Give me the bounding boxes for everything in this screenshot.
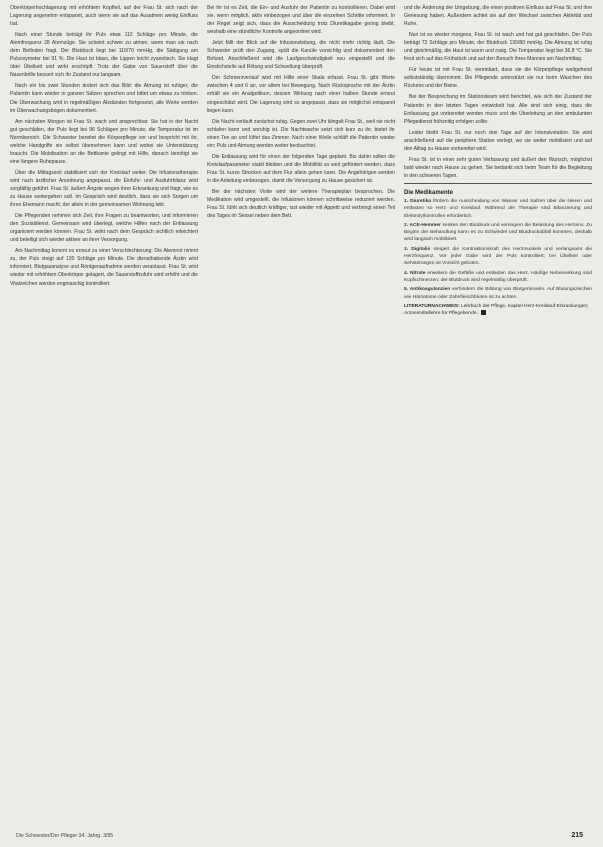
medication-item (404, 246, 592, 268)
medication-text: erweitern die Gefäße und entlasten das Herz. Häufige Nebenwirkung sind Kopfschmerzen; der Blutdruck wird regelmäßig überprüft. (404, 270, 592, 283)
medication-term: 1. Diuretika (404, 198, 432, 204)
divider (404, 183, 592, 184)
medication-item (404, 286, 592, 301)
medication-item (404, 222, 592, 244)
sidebar-title: Die Medikamente (404, 189, 454, 196)
medication-item (404, 270, 592, 285)
paragraph: Bei der Besprechung im Stationsteam wird berichtet, wie sich der Zustand der Patientin in den letzten Tagen entwickelt hat. Alle sind sich einig, dass die Entlassung gut vorbereitet werden muss und die Überleitung an den ambulanten Pflegedienst frühzeitig erfolgen sollte. (404, 94, 592, 125)
page-footer (16, 832, 583, 839)
paragraph: Bei ihr ist es Zeit, die Ein- und Ausfuhr der Patientin zu kontrollieren. Dabei wird sie, wenn möglich, aktiv einbezogen und über die einzelnen Schritte informiert. In der Regel zeigt sich, dass die Ausscheidung trotz Diuretikagabe gering bleibt, weshalb eine stündliche Kontrolle angeordnet wird. (207, 5, 395, 36)
paragraph: Die Nacht verläuft zunächst ruhig. Gegen zwei Uhr klingelt Frau St., weil sie nicht schlafen kann und unruhig ist. Die Nachtwache setzt sich kurz zu ihr, bietet ihr einen Tee an und lüftet das Zimmer. Nach einer Weile schläft die Patientin wieder ein; Puls und Atmung werden weiter beobachtet. (207, 118, 395, 149)
medication-term: 3. Digitalis (404, 246, 431, 252)
column-1 (10, 4, 198, 820)
paragraph: Am nächsten Morgen ist Frau St. wach und ansprechbar. Sie hat in der Nacht gut geschlafen, der Puls liegt bei 96 Schlägen pro Minute, die Temperatur ist im Normbereich. Die Schwester bereitet die Körperpflege vor und bespricht mit ihr, welche Handgriffe sie selbst übernehmen kann und wobei sie Unterstützung braucht. Die Mobilisation an die Bettkante gelingt mit Hilfe, danach benötigt sie eine längere Ruhepause. (10, 118, 198, 165)
medication-text: steigert die Kontraktionskraft des Herzmuskels und verlangsamt die Herzfrequenz. Vor jeder Gabe wird der Puls kontrolliert; bei Übelkeit oder Sehstörungen ist Vorsicht geboten. (404, 246, 592, 267)
page-number: 215 (571, 832, 583, 839)
column-3 (404, 4, 592, 820)
publication-info: Die Schwester/Der Pfleger 34. Jahrg. 3/95 (16, 833, 114, 839)
medication-text: senken den Blutdruck und verringern die Belastung des Herzens. Zu Beginn der Behandlung kann es zu Schwindel und Blutdruckabfall kommen, deshalb wird langsam mobilisiert. (404, 222, 592, 243)
paragraph: Der Schmerzverlauf wird mit Hilfe einer Skala erfasst. Frau St. gibt Werte zwischen 4 und 6 an, vor allem bei Bewegung. Nach Rücksprache mit der Ärztin erhält sie ein Analgetikum, dessen Wirkung nach einer halben Stunde erneut eingeschätzt wird. Die Lagerung wird so angepasst, dass sie möglichst entspannt liegen kann. (207, 75, 395, 114)
paragraph: Am Nachmittag kommt es erneut zu einer Verschlechterung: Die Atemnot nimmt zu, der Puls steigt auf 130 Schläge pro Minute. Die diensthabende Ärztin wird informiert, Blutgasanalyse und Röntgenaufnahme werden veranlasst. Frau St. wird wieder mit erhöhtem Oberkörper gelagert, die Sauerstoffzufuhr wird erhöht und die Vitalzeichen werden engmaschig kontrolliert. (10, 248, 198, 287)
paragraph: Nun ist es wieder morgens, Frau St. ist wach und hat gut geschlafen. Der Puls beträgt 72 Schläge pro Minute, der Blutdruck 130/80 mmHg. Die Atmung ist ruhig und gleichmäßig, die Haut ist warm und rosig. Die Temperatur liegt bei 36,8 °C. Sie freut sich auf das Frühstück und auf den Besuch ihres Mannes am Nachmittag. (404, 32, 592, 63)
article-columns (10, 4, 593, 820)
literature-text: Lehrbuch der Pflege, Kapitel Herz-Kreislauf-Erkrankungen; Arzneimittellehre für Pflegeberufe. (404, 303, 589, 317)
medication-term: 5. Antikoagulanzien (404, 287, 451, 293)
paragraph: Leider bleibt Frau St. nur noch drei Tage auf der Intensivstation. Sie wird anschließend auf die periphere Station verlegt, wo sie weiter mobilisiert und auf den Alltag zu Hause vorbereitet wird. (404, 129, 592, 152)
article-end-mark (481, 310, 486, 315)
medication-sidebar (404, 183, 592, 317)
paragraph: Jetzt fällt der Blick auf die Infusionsleitung, die nicht mehr richtig läuft. Die Schwester prüft den Zugang, spült die Kanüle vorsichtig und dokumentiert den Befund. Anschließend wird die Laufgeschwindigkeit neu eingestellt und die Einstichstelle auf Rötung und Schwellung überprüft. (207, 40, 395, 71)
medication-text: verhindern die Bildung von Blutgerinnseln. Auf Blutungszeichen wie Hämatome oder Zahnfleischbluten ist zu achten. (404, 287, 592, 300)
paragraph: Die Entlassung wird für einen der folgenden Tage geplant. Bis dahin sollen die Kreislaufparameter stabil bleiben und die Mobilität so weit gefördert werden, dass Frau St. kurze Strecken auf dem Flur allein gehen kann. Die Angehörigen werden in die Anleitung einbezogen, damit die Versorgung zu Hause gesichert ist. (207, 153, 395, 184)
literature-label: LITERATURNACHWEIS: (404, 303, 460, 309)
literature-note (404, 303, 592, 318)
medication-text: fördern die Ausscheidung von Wasser und Salzen über die Nieren und entlasten so Herz und Kreislauf. Während der Therapie sind Bilanzierung und Elektrolytkontrollen erforderlich. (404, 198, 592, 219)
paragraph: Bei der nächsten Visite wird der weitere Therapieplan besprochen. Die Medikation wird umgestellt, die Infusionen können schrittweise reduziert werden. Frau St. fühlt sich deutlich kräftiger, isst wieder mit Appetit und verbringt einen Teil des Tages im Sessel neben dem Bett. (207, 188, 395, 220)
paragraph: Oberkörperhochlagerung mit erhöhtem Kopfteil, auf der Frau St. sich nach der Lagerung angenehm entspannt, auch wenn sie auf das Ausatmen wenig Einfluss hat. (10, 5, 198, 28)
paragraph: Frau St. ist in einer sehr guten Verfassung und äußert den Wunsch, möglichst bald wieder nach Hause zu gehen. Sie bedankt sich beim Team für die Begleitung in den schweren Tagen. (404, 156, 592, 179)
medication-term: 4. Nitrate (404, 270, 426, 276)
paragraph: und die Änderung der Umgebung, die einen positiven Einfluss auf Frau St. und ihre Genesung haben. Außerdem achtet sie auf den Wechsel zwischen Aktivität und Ruhe. (404, 5, 592, 28)
medication-item (404, 198, 592, 220)
medication-term: 2. ACE-Hemmer (404, 222, 441, 228)
paragraph: Nach einer Stunde beträgt ihr Puls etwa 112 Schläge pro Minute, die Atemfrequenz 28 Atemzüge. Sie scheint schwer zu atmen, wenn man sie nach dem Befinden fragt. Der Blutdruck liegt bei 110/70 mmHg, die Sättigung am Pulsoxymeter bei 91 %. Die Haut ist blass, die Lippen leicht zyanotisch. Sie klagt über Übelkeit und wirkt erschöpft. Trotz der Gabe von Sauerstoff über die Nasenbrille bessert sich ihr Zustand nur langsam. (10, 32, 198, 79)
paragraph: Über die Mittagszeit stabilisiert sich der Kreislauf weiter. Die Infusionstherapie wird nach ärztlicher Anordnung angepasst, die Einfuhr- und Ausfuhrbilanz wird sorgfältig geführt. Frau St. äußert Ängste wegen ihrer Erkrankung und fragt, wie es zu Hause weitergehen soll. Im Gespräch wird deutlich, dass sie sich Sorgen um ihren Ehemann macht, der allein in der gemeinsamen Wohnung lebt. (10, 169, 198, 209)
paragraph: Die Pflegenden nehmen sich Zeit, ihre Fragen zu beantworten, und informieren den Sozialdienst. Gemeinsam wird überlegt, welche Hilfen nach der Entlassung organisiert werden können. Frau St. wirkt nach dem Gespräch sichtlich erleichtert und beteiligt sich wieder aktiver an ihrer Versorgung. (10, 213, 198, 244)
paragraph: Für heute ist mit Frau St. vereinbart, dass sie die Körperpflege weitgehend selbstständig übernimmt. Die Pflegende unterstützt sie nur beim Waschen des Rückens und der Beine. (404, 67, 592, 90)
paragraph: Nach ein bis zwei Stunden ändert sich das Bild: die Atmung ist ruhiger, die Patientin kann wieder in ganzen Sätzen sprechen und bittet um etwas zu trinken. Die Überwachung wird in regelmäßigen Abständen fortgesetzt, alle Werte werden im Überwachungsbogen dokumentiert. (10, 83, 198, 114)
column-2 (207, 4, 395, 820)
